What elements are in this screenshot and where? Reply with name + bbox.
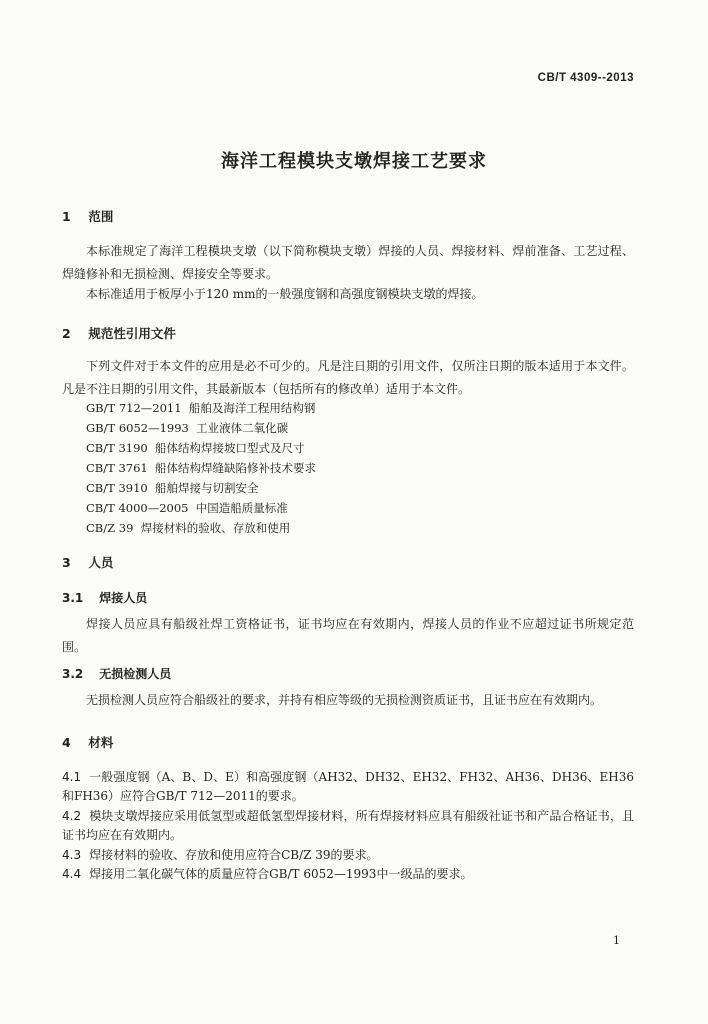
section-2-heading [62, 324, 176, 342]
reference-item: CB/Z 39 焊接材料的验收、存放和使用 [86, 521, 291, 535]
section-number: 3 [62, 555, 71, 570]
standard-code: CB/T 4309--2013 [537, 72, 634, 84]
subsection-number: 3.2 [62, 667, 84, 681]
clause-number: 4.1 [62, 770, 82, 784]
reference-item: CB/T 3190 船体结构焊接坡口型式及尺寸 [86, 441, 305, 455]
subsection-3-1-heading [62, 589, 147, 606]
section-number: 4 [62, 735, 71, 750]
clause-4-1 [62, 768, 634, 806]
clause-number: 4.4 [62, 867, 82, 881]
clause-text: 焊接材料的验收、存放和使用应符合CB/Z 39的要求。 [89, 848, 379, 862]
clause-number: 4.3 [62, 848, 82, 862]
section-number: 1 [62, 209, 71, 224]
section-1-heading [62, 207, 113, 225]
document-title: 海洋工程模块支墩焊接工艺要求 [221, 151, 487, 172]
section-4-heading [62, 733, 113, 751]
reference-item: CB/T 4000—2005 中国造船质量标准 [86, 501, 288, 515]
references-intro: 下列文件对于本文件的应用是必不可少的。凡是注日期的引用文件，仅所注日期的版本适用于本文件。凡是不注日期的引用文件，其最新版本（包括所有的修改单）适用于本文件。 [62, 359, 634, 396]
clause-text: 焊接用二氧化碳气体的质量应符合GB/T 6052—1993中一级品的要求。 [89, 867, 473, 881]
reference-item: CB/T 3910 船舶焊接与切割安全 [86, 481, 259, 495]
clause-text: 一般强度钢（A、B、D、E）和高强度钢（AH32、DH32、EH32、FH32、AH36、DH36、EH36和FH36）应符合GB/T 712—2011的要求。 [62, 770, 634, 803]
scope-paragraph-1: 本标准规定了海洋工程模块支墩（以下简称模块支墩）焊接的人员、焊接材料、焊前准备、工艺过程、焊缝修补和无损检测、焊接安全等要求。 [62, 244, 634, 281]
subsection-3-2-heading [62, 665, 171, 682]
section-title: 人员 [88, 555, 114, 570]
clause-4-2 [62, 807, 634, 845]
welders-paragraph: 焊接人员应具有船级社焊工资格证书，证书均应在有效期内，焊接人员的作业不应超过证书所规定范围。 [62, 617, 634, 654]
scope-paragraph-2: 本标准适用于板厚小于120 mm的一般强度钢和高强度钢模块支墩的焊接。 [86, 287, 484, 301]
clause-4-4 [62, 865, 634, 884]
clause-number: 4.2 [62, 809, 82, 823]
clause-text: 模块支墩焊接应采用低氢型或超低氢型焊接材料，所有焊接材料应具有船级社证书和产品合格证书，且证书均应在有效期内。 [62, 809, 634, 842]
clause-4-3 [62, 846, 634, 865]
section-title: 范围 [88, 209, 114, 224]
ndt-personnel-paragraph: 无损检测人员应符合船级社的要求，并持有相应等级的无损检测资质证书，且证书应在有效期内。 [86, 693, 603, 707]
reference-item: GB/T 6052—1993 工业液体二氧化碳 [86, 421, 289, 435]
page-number: 1 [613, 934, 620, 947]
section-number: 2 [62, 326, 71, 341]
subsection-title: 无损检测人员 [99, 667, 172, 681]
section-3-heading [62, 553, 113, 571]
reference-item: CB/T 3761 船体结构焊缝缺陷修补技术要求 [86, 461, 317, 475]
section-title: 规范性引用文件 [88, 326, 176, 341]
reference-item: GB/T 712—2011 船舶及海洋工程用结构钢 [86, 401, 316, 415]
subsection-number: 3.1 [62, 591, 84, 605]
subsection-title: 焊接人员 [99, 591, 148, 605]
section-title: 材料 [88, 735, 114, 750]
